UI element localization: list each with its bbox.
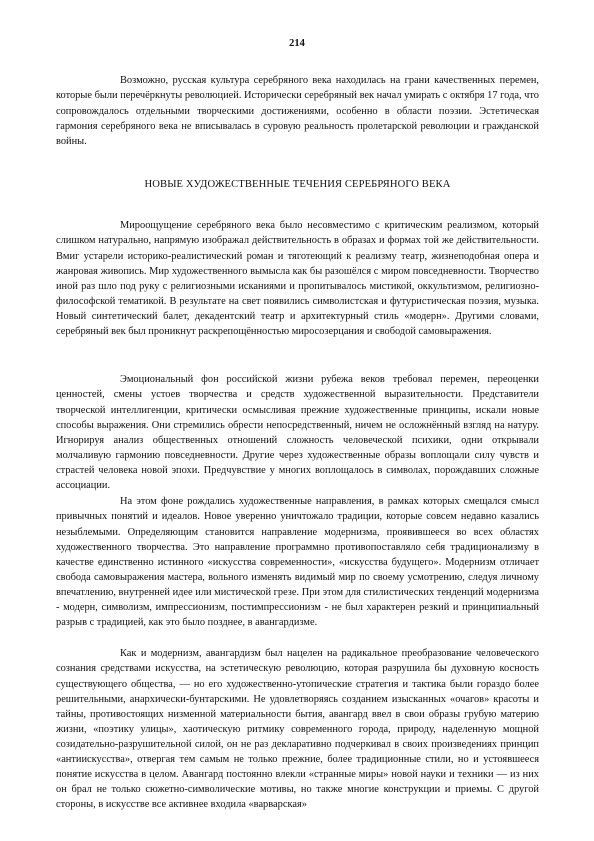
paragraph: Как и модернизм, авангардизм был нацелен на радикальное преобразование человеческого сознания средствами искусства, на эстетическую революцию, которая разрушила бы духовную косность существующего общества, — но его художественно-утопические стратегия и тактика были гораздо более решительными, анархически-бунтарскими. Не удовлетворяясь созданием изысканных «очагов» красоты и тайны, противостоящих низменной материальности бытия, авангард ввел в свои образы грубую материю жизни, «поэтику улицы», хаотическую ритмику современного города, природу, наделенную мощной созидательно-разрушительной силой, он не раз декларативно подчеркивал в своих произведениях принцип «антиискусства», отвергая тем самым не только прежние, более традиционные стили, но и устоявшееся понятие искусства в целом. Авангард постоянно влекли «странные миры» новой науки и техники — из них он брал не только сюжетно-символические мотивы, но также многие конструкции и приемы. С другой стороны, в искусстве все активнее входила «варварская» — [56, 648, 539, 811]
page-number: 214 — [289, 38, 305, 49]
paragraph: Эмоциональный фон российской жизни рубежа веков требовал перемен, переоценки ценностей, смены устоев творчества и средств художественной выразительности. Представители творческой интеллигенции, критически осмысливая прежние художественные принципы, искали новые способы выражения. Они стремились обрести непосредственный, ничем не осложнённый взгляд на натуру. Игнорируя анализ общественных отношений сложность человеческой психики, одни открывали молчаливую гармонию повседневности. Другие через художественные образы воплощали силу чувств и страстей человека новой эпохи. Предчувствие у многих воплощалось в символах, порождавших сложные ассоциации. — [56, 374, 539, 492]
section-heading: НОВЫЕ ХУДОЖЕСТВЕННЫЕ ТЕЧЕНИЯ СЕРЕБРЯНОГО ВЕКА — [144, 179, 451, 190]
paragraph-intro: Возможно, русская культура серебряного века находилась на грани качественных перемен, которые были перечёркнуты революцией. Исторически серебряный век начал умирать с октября 17 года, что сопровождалось отдельными творческими достижениями, особенно в области поэзии. Эстетическая гармония серебряного века не вписывалась в суровую реальность пролетарской революции и гражданской войны. — [56, 75, 539, 147]
paragraph: На этом фоне рождались художественные направления, в рамках которых смещался смысл привычных понятий и идеалов. Новое уверенно уничтожало традиции, которые совсем недавно казались незыблемыми. Определяющим становится направление модернизма, проявившееся во всех областях художественного творчества. Это направление программно противопоставляло себя традиционализму в качестве единственно истинного «искусства современности», «искусства будущего». Модернизм отличает свобода самовыражения мастера, вольного изменять видимый мир по своему усмотрению, следуя личному впечатлению, внутренней идее или мистической грезе. При этом для стилистических тенденций модернизма - модерн, символизм, импрессионизм, постимпрессионизм - не был характерен резкий и принципиальный разрыв с традицией, как это было позднее, в авангардизме. — [56, 496, 539, 629]
paragraph: Мироощущение серебряного века было несовместимо с критическим реализмом, который слишком натурально, напрямую изображал действительность в образах и формах той же действительности. Вмиг устарели историко-реалистический роман и тяготеющий к реализму театр, жизнеподобная опера и жанровая живопись. Мир художественного вымысла как бы разошёлся с миром повседневности. Творчество иной раз шло под руку с религиозными исканиями и пропитывалось мистикой, оккультизмом, религиозно-философской тематикой. В результате на свет появились символистская и футуристическая поэзия, музыка. Новый синтетический балет, декадентский театр и архитектурный стиль «модерн». Другими словами, серебряный век был проникнут раскрепощённостью миросозерцания и свободой самовыражения. — [56, 220, 539, 338]
